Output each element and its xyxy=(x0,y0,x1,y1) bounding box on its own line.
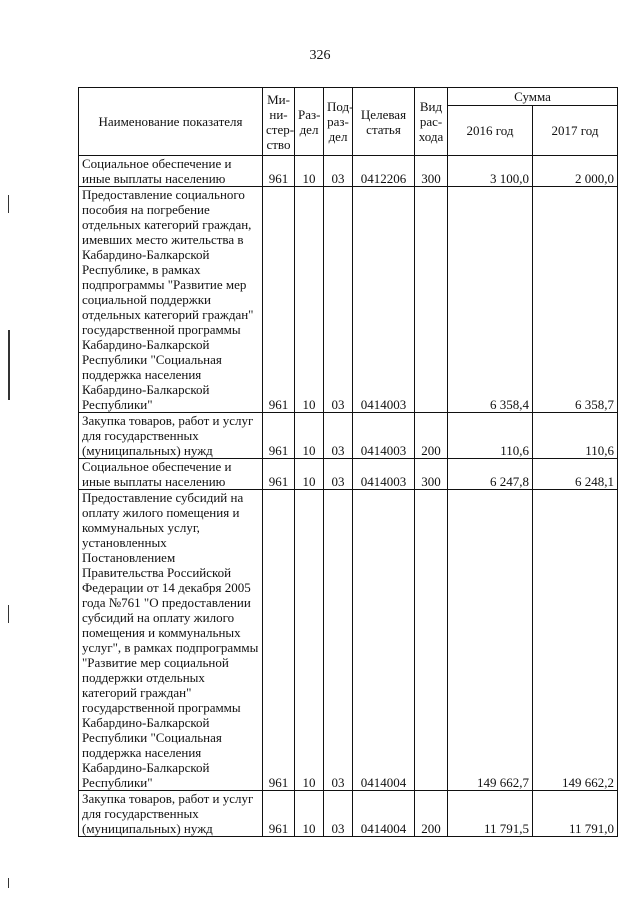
row-name: Закупка товаров, работ и услуг для государственных (муниципальных) нужд xyxy=(79,413,263,459)
row-section: 10 xyxy=(295,490,324,791)
header-target: Целевая статья xyxy=(353,88,415,156)
row-sum-2017: 110,6 xyxy=(533,413,618,459)
row-ministry: 961 xyxy=(263,459,295,490)
header-ministry: Ми- ни- стер- ство xyxy=(263,88,295,156)
page-number: 326 xyxy=(309,48,331,63)
table-row xyxy=(79,459,618,490)
scan-mark xyxy=(8,878,9,888)
row-subsection: 03 xyxy=(324,490,353,791)
row-expense-type: 300 xyxy=(415,459,448,490)
header-subsection: Под- раз- дел xyxy=(324,88,353,156)
row-target: 0414004 xyxy=(353,490,415,791)
row-expense-type: 300 xyxy=(415,156,448,187)
header-sum: Сумма xyxy=(448,88,618,106)
row-sum-2016: 11 791,5 xyxy=(448,791,533,837)
row-target: 0414003 xyxy=(353,187,415,413)
row-ministry: 961 xyxy=(263,156,295,187)
table-row xyxy=(79,490,618,791)
row-sum-2017: 149 662,2 xyxy=(533,490,618,791)
row-section: 10 xyxy=(295,187,324,413)
row-ministry: 961 xyxy=(263,490,295,791)
row-target: 0414003 xyxy=(353,459,415,490)
header-name: Наименование показателя xyxy=(79,88,263,156)
row-expense-type: 200 xyxy=(415,791,448,837)
row-target: 0412206 xyxy=(353,156,415,187)
table-row xyxy=(79,791,618,837)
row-sum-2017: 11 791,0 xyxy=(533,791,618,837)
scan-mark xyxy=(8,195,9,213)
table-row xyxy=(79,156,618,187)
row-expense-type xyxy=(415,187,448,413)
row-expense-type xyxy=(415,490,448,791)
row-subsection: 03 xyxy=(324,187,353,413)
header-year-2016: 2016 год xyxy=(448,106,533,156)
row-section: 10 xyxy=(295,156,324,187)
row-sum-2016: 149 662,7 xyxy=(448,490,533,791)
row-name: Социальное обеспечение и иные выплаты населению xyxy=(79,156,263,187)
header-section: Раз- дел xyxy=(295,88,324,156)
row-subsection: 03 xyxy=(324,413,353,459)
row-sum-2017: 6 248,1 xyxy=(533,459,618,490)
row-sum-2016: 6 358,4 xyxy=(448,187,533,413)
header-expense-type: Вид рас- хода xyxy=(415,88,448,156)
row-section: 10 xyxy=(295,413,324,459)
row-name: Социальное обеспечение и иные выплаты населению xyxy=(79,459,263,490)
table-row xyxy=(79,413,618,459)
row-sum-2016: 6 247,8 xyxy=(448,459,533,490)
row-name: Предоставление социального пособия на погребение отдельных категорий граждан, имевших место жительства в Кабардино-Балкарской Республике, в рамках подпрограммы "Развитие мер социальной поддержки отдельных категорий граждан" государственной программы Кабардино-Балкарской Республики "Социальная поддержка населения Кабардино-Балкарской Республики" xyxy=(79,187,263,413)
scan-mark xyxy=(8,605,9,623)
header-year-2017: 2017 год xyxy=(533,106,618,156)
row-target: 0414004 xyxy=(353,791,415,837)
scan-mark xyxy=(8,330,10,400)
row-sum-2017: 2 000,0 xyxy=(533,156,618,187)
row-section: 10 xyxy=(295,459,324,490)
budget-table xyxy=(78,87,618,837)
table-row xyxy=(79,187,618,413)
row-sum-2016: 110,6 xyxy=(448,413,533,459)
row-name: Закупка товаров, работ и услуг для государственных (муниципальных) нужд xyxy=(79,791,263,837)
row-subsection: 03 xyxy=(324,791,353,837)
row-sum-2017: 6 358,7 xyxy=(533,187,618,413)
row-ministry: 961 xyxy=(263,791,295,837)
row-sum-2016: 3 100,0 xyxy=(448,156,533,187)
row-ministry: 961 xyxy=(263,187,295,413)
row-subsection: 03 xyxy=(324,156,353,187)
row-section: 10 xyxy=(295,791,324,837)
row-ministry: 961 xyxy=(263,413,295,459)
row-subsection: 03 xyxy=(324,459,353,490)
row-target: 0414003 xyxy=(353,413,415,459)
row-name: Предоставление субсидий на оплату жилого помещения и коммунальных услуг, установленных Постановлением Правительства Российской Федерации от 14 декабря 2005 года №761 "О предоставлении субсидий на оплату жилого помещения и коммунальных услуг", в рамках подпрограммы "Развитие мер социальной поддержки отдельных категорий граждан" государственной программы Кабардино-Балкарской Республики "Социальная поддержка населения Кабардино-Балкарской Республики" xyxy=(79,490,263,791)
row-expense-type: 200 xyxy=(415,413,448,459)
